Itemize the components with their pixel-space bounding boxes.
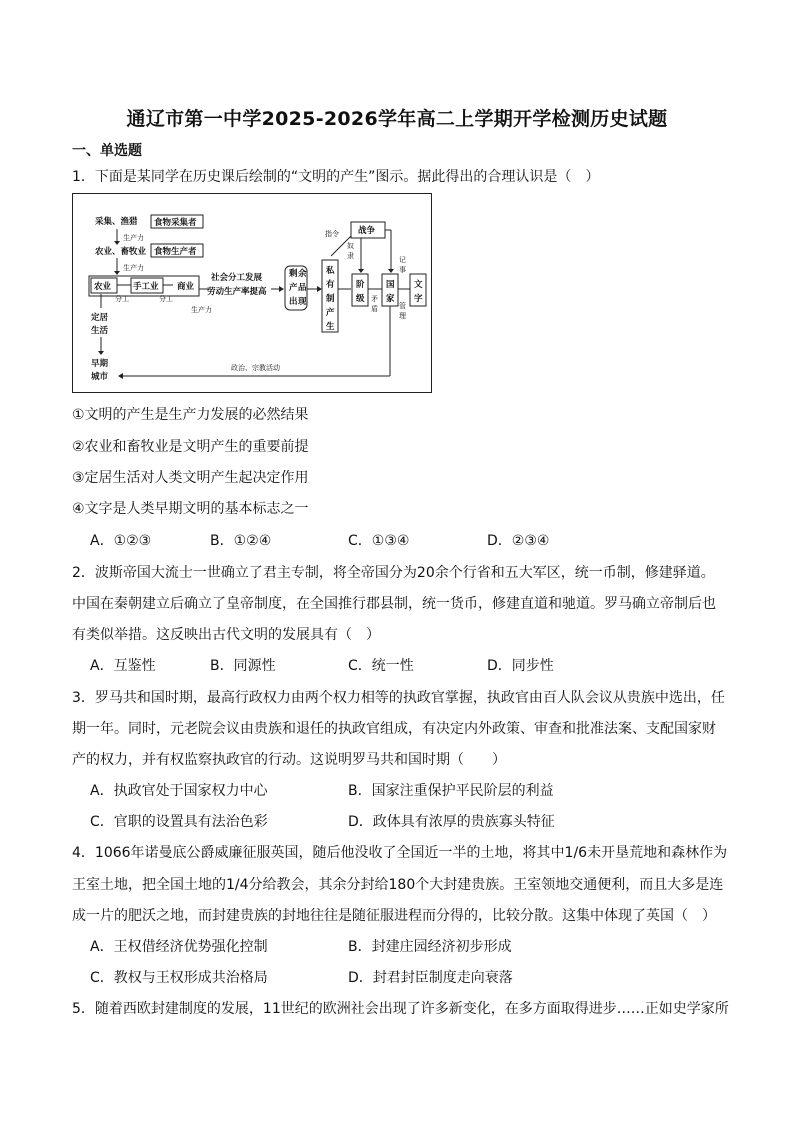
arrowhead-war-state [388, 269, 394, 273]
label-nongye: 农业 [94, 282, 112, 292]
q3-line-2: 期一年。同时，元老院会议由贵族和退任的执政官组成，有决定内外政策、审查和批准法案、支配国家财 [72, 721, 716, 737]
q2-line-2: 中国在秦朝建立后确立了皇帝制度，在全国推行郡县制，统一货币，修建直道和驰道。罗马确立帝制后也 [72, 596, 716, 612]
label-maodun-1: 矛 [371, 295, 378, 303]
arrowhead-2 [114, 271, 120, 275]
label-shengchanli-3: 生产力 [191, 306, 212, 314]
label-siyou-4: 产 [326, 308, 335, 318]
arrowhead-12 [98, 351, 104, 355]
arrowhead-war-class [358, 269, 364, 273]
q3-option-c[interactable]: C．官职的设置具有法治色彩 [90, 814, 268, 830]
label-zhihui: 指令 [325, 230, 339, 238]
q4-line-2: 王室土地，把全国土地的1/4分给教会，其余分封给180个大封建贵族。王室领地交通便利，而且大多是连 [72, 877, 724, 893]
label-nuli-2: 隶 [347, 252, 354, 260]
arrowhead-6 [279, 286, 284, 292]
diagram-svg [73, 194, 433, 394]
label-siyou-1: 私 [326, 266, 335, 276]
q3-option-a[interactable]: A．执政官处于国家权力中心 [90, 783, 268, 799]
q5-line-1: 5．随着西欧封建制度的发展，11世纪的欧洲社会出现了许多新变化，在多方面取得进步……正如史学家所 [72, 1001, 729, 1017]
label-shiwu-caiji: 食物采集者 [154, 218, 197, 228]
label-zhengzhi: 政治、宗教活动 [231, 364, 280, 372]
arrowhead-1 [114, 241, 120, 245]
label-shehui-2: 劳动生产率提高 [207, 287, 267, 297]
label-wenzi-2: 字 [414, 294, 423, 304]
label-siyou-2: 有 [326, 280, 335, 290]
label-fengong-2: 分工 [159, 295, 173, 303]
q2-option-d[interactable]: D．同步性 [487, 658, 554, 674]
label-jieji-2: 级 [356, 294, 365, 304]
label-shehui-1: 社会分工发展 [211, 273, 263, 283]
q4-line-1: 4．1066年诺曼底公爵威廉征服英国，随后他没收了全国近一半的土地，将其中1/6未开垦荒地和森林作为 [72, 845, 728, 861]
label-fengong-1: 分工 [115, 295, 129, 303]
label-wenzi-1: 文 [414, 280, 423, 290]
q1-statement-2: ②农业和畜牧业是文明产生的重要前提 [72, 439, 309, 455]
label-shengyu-2: 余 [298, 269, 307, 279]
q1-option-d[interactable]: D．②③④ [487, 533, 550, 549]
arrowhead-return [118, 373, 123, 379]
label-jieji-1: 阶 [356, 280, 365, 290]
q4-option-d[interactable]: D．封君封臣制度走向衰落 [348, 970, 513, 986]
label-shengyu-6: 现 [298, 297, 307, 307]
q4-option-b[interactable]: B．封建庄园经济初步形成 [348, 939, 512, 955]
q2-line-1: 2．波斯帝国大流士一世确立了君主专制，将全帝国分为20余个行省和五大军区，统一币制，修建驿道。 [72, 565, 715, 581]
label-dingju-2: 生活 [91, 326, 109, 336]
arrowhead-7 [317, 286, 322, 292]
q3-option-b[interactable]: B．国家注重保护平民阶层的利益 [348, 783, 554, 799]
q1-option-b[interactable]: B．①②④ [210, 533, 272, 549]
label-zaoqi-1: 早期 [91, 359, 109, 369]
q4-option-c[interactable]: C．教权与王权形成共治格局 [90, 970, 268, 986]
label-shengyu-1: 剩 [289, 269, 298, 279]
label-nongye-xumu: 农业、畜牧业 [95, 247, 147, 257]
q4-option-a[interactable]: A．王权借经济优势强化控制 [90, 939, 268, 955]
q1-statement-4: ④文字是人类早期文明的基本标志之一 [72, 501, 309, 517]
label-zaoqi-2: 城市 [91, 372, 109, 382]
q1-option-c[interactable]: C．①③④ [348, 533, 410, 549]
label-shangye: 商业 [177, 282, 195, 292]
label-siyou-3: 制 [326, 294, 335, 304]
label-siyou-5: 生 [326, 322, 335, 332]
q1-statement-1: ①文明的产生是生产力发展的必然结果 [72, 407, 309, 423]
q2-option-a[interactable]: A．互鉴性 [90, 658, 156, 674]
q3-option-d[interactable]: D．政体具有浓厚的贵族寡头特征 [348, 814, 555, 830]
q1-statement-3: ③定居生活对人类文明产生起决定作用 [72, 470, 309, 486]
label-shengyu-3: 产 [289, 283, 298, 293]
q2-option-c[interactable]: C．统一性 [348, 658, 414, 674]
label-shengyu-4: 品 [298, 283, 307, 293]
label-guojia-2: 家 [386, 294, 395, 304]
label-shengchanli-1: 生产力 [123, 234, 144, 242]
q3-line-3: 产的权力，并有权监察执政官的行动。这说明罗马共和国时期（ ） [72, 752, 506, 768]
q3-line-1: 3．罗马共和国时期，最高行政权力由两个权力相等的执政官掌握，执政官由百人队会议从贵族中选出，任 [72, 690, 725, 706]
q2-option-b[interactable]: B．同源性 [210, 658, 276, 674]
label-guanli-2: 理 [399, 312, 406, 320]
label-guojia-1: 国 [386, 280, 395, 290]
label-dingju-1: 定居 [91, 313, 109, 323]
q4-line-3: 成一片的肥沃之地，而封建贵族的封地往往是随征服进程而分得的，比较分散。这集中体现了英国（ ） [72, 908, 716, 924]
label-shengchanli-2: 生产力 [123, 264, 144, 272]
q1-stem: 1．下面是某同学在历史课后绘制的“文明的产生”图示。据此得出的合理认识是（ ） [72, 169, 600, 185]
civilization-diagram [72, 193, 432, 393]
page-title: 通辽市第一中学2025-2026学年高二上学期开学检测历史试题 [126, 108, 668, 130]
section-heading: 一、单选题 [72, 143, 142, 159]
label-maodun-2: 盾 [371, 305, 378, 313]
label-guanli-1: 管 [399, 302, 406, 310]
label-nuli-1: 奴 [347, 242, 354, 250]
label-jishi-2: 事 [399, 266, 406, 274]
label-caiji: 采集、渔猎 [95, 217, 138, 227]
q2-line-3: 有类似举措。这反映出古代文明的发展具有（ ） [72, 627, 380, 643]
label-zhanzheng: 战争 [358, 226, 376, 236]
label-shengyu-5: 出 [289, 297, 298, 307]
label-jishi-1: 记 [399, 256, 406, 264]
q1-option-a[interactable]: A．①②③ [90, 533, 152, 549]
label-shougongye: 手工业 [133, 282, 159, 292]
label-shiwu-shengchan: 食物生产者 [154, 247, 197, 257]
